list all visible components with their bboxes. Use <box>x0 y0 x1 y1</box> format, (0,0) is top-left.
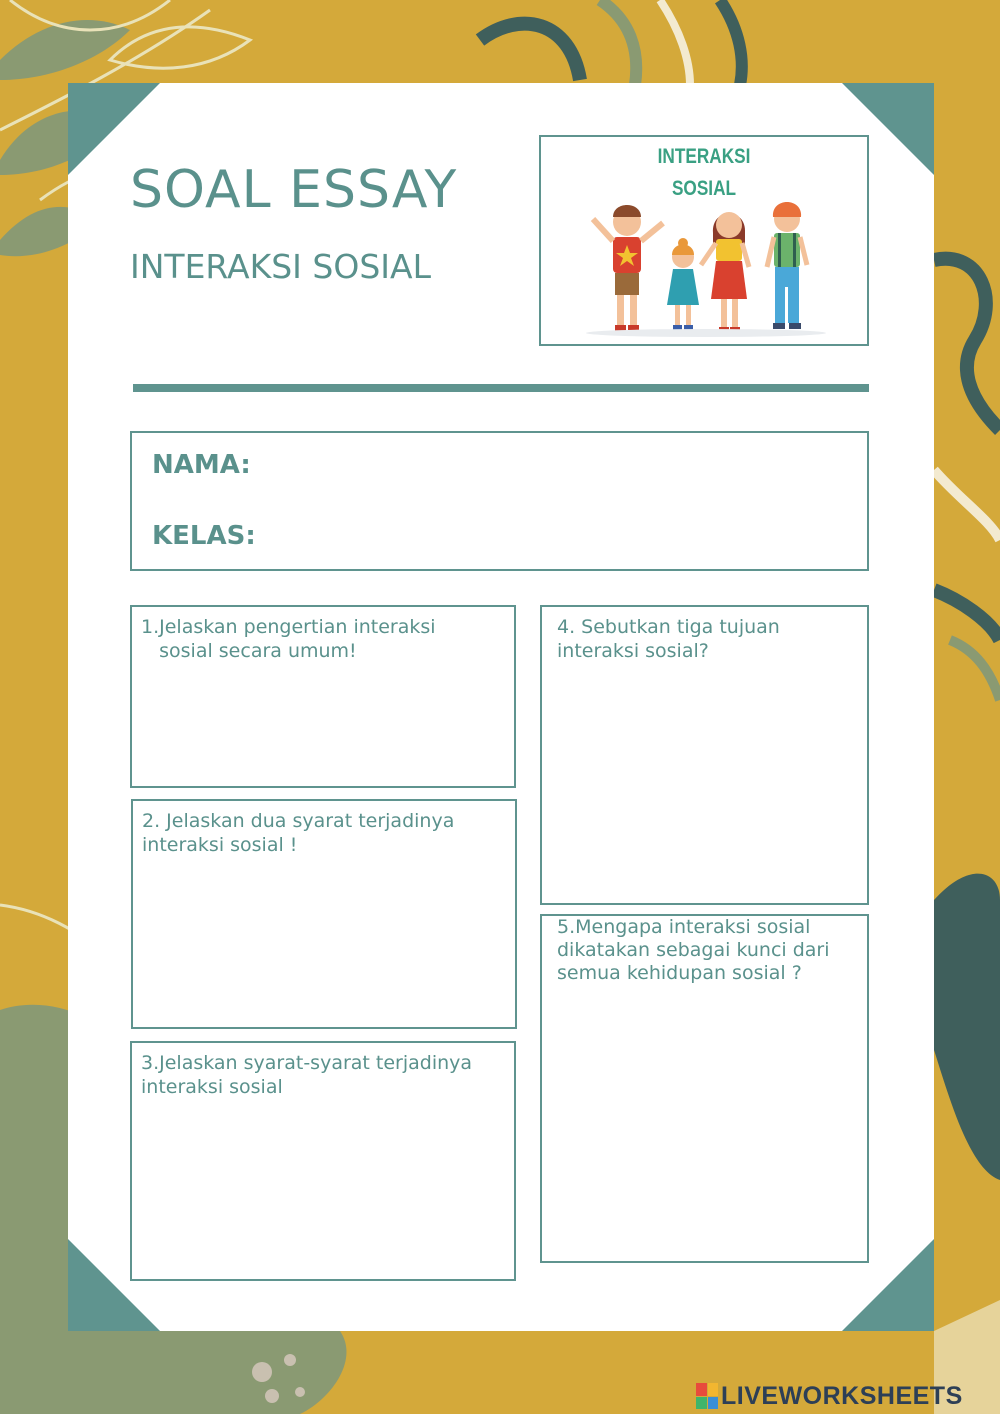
illustration-title-line2: SOSIAL <box>671 177 737 200</box>
illustration-box <box>539 135 869 346</box>
children-illustration <box>541 137 867 344</box>
header-divider <box>133 384 869 392</box>
liveworksheets-brand-text: LIVEWORKSHEETS <box>721 1381 963 1410</box>
student-identity-box <box>130 431 869 571</box>
question-3-box[interactable] <box>130 1041 516 1281</box>
question-4-text: 4. Sebutkan tiga tujuan interaksi sosial? <box>557 616 780 662</box>
question-3-text: 3.Jelaskan syarat-syarat terjadinya interaksi sosial <box>141 1052 473 1098</box>
page-title: SOAL ESSAY <box>130 160 458 220</box>
question-1-text: 1.Jelaskan pengertian interaksi sosial secara umum! <box>141 616 436 662</box>
page-subtitle: INTERAKSI SOSIAL <box>130 247 431 286</box>
name-label: NAMA: <box>152 450 251 480</box>
liveworksheets-logo-icon <box>696 1383 718 1409</box>
question-1-box[interactable] <box>130 605 516 788</box>
question-2-box[interactable] <box>131 799 517 1029</box>
question-4-box[interactable] <box>540 605 869 905</box>
question-5-box[interactable] <box>540 914 869 1263</box>
illustration-title-line1: INTERAKSI <box>657 145 751 168</box>
liveworksheets-logo[interactable] <box>696 1381 963 1411</box>
question-2-text: 2. Jelaskan dua syarat terjadinya interaksi sosial ! <box>142 810 455 856</box>
class-label: KELAS: <box>152 521 256 551</box>
question-5-text: 5.Mengapa interaksi sosial dikatakan sebagai kunci dari semua kehidupan sosial ? <box>557 916 830 984</box>
